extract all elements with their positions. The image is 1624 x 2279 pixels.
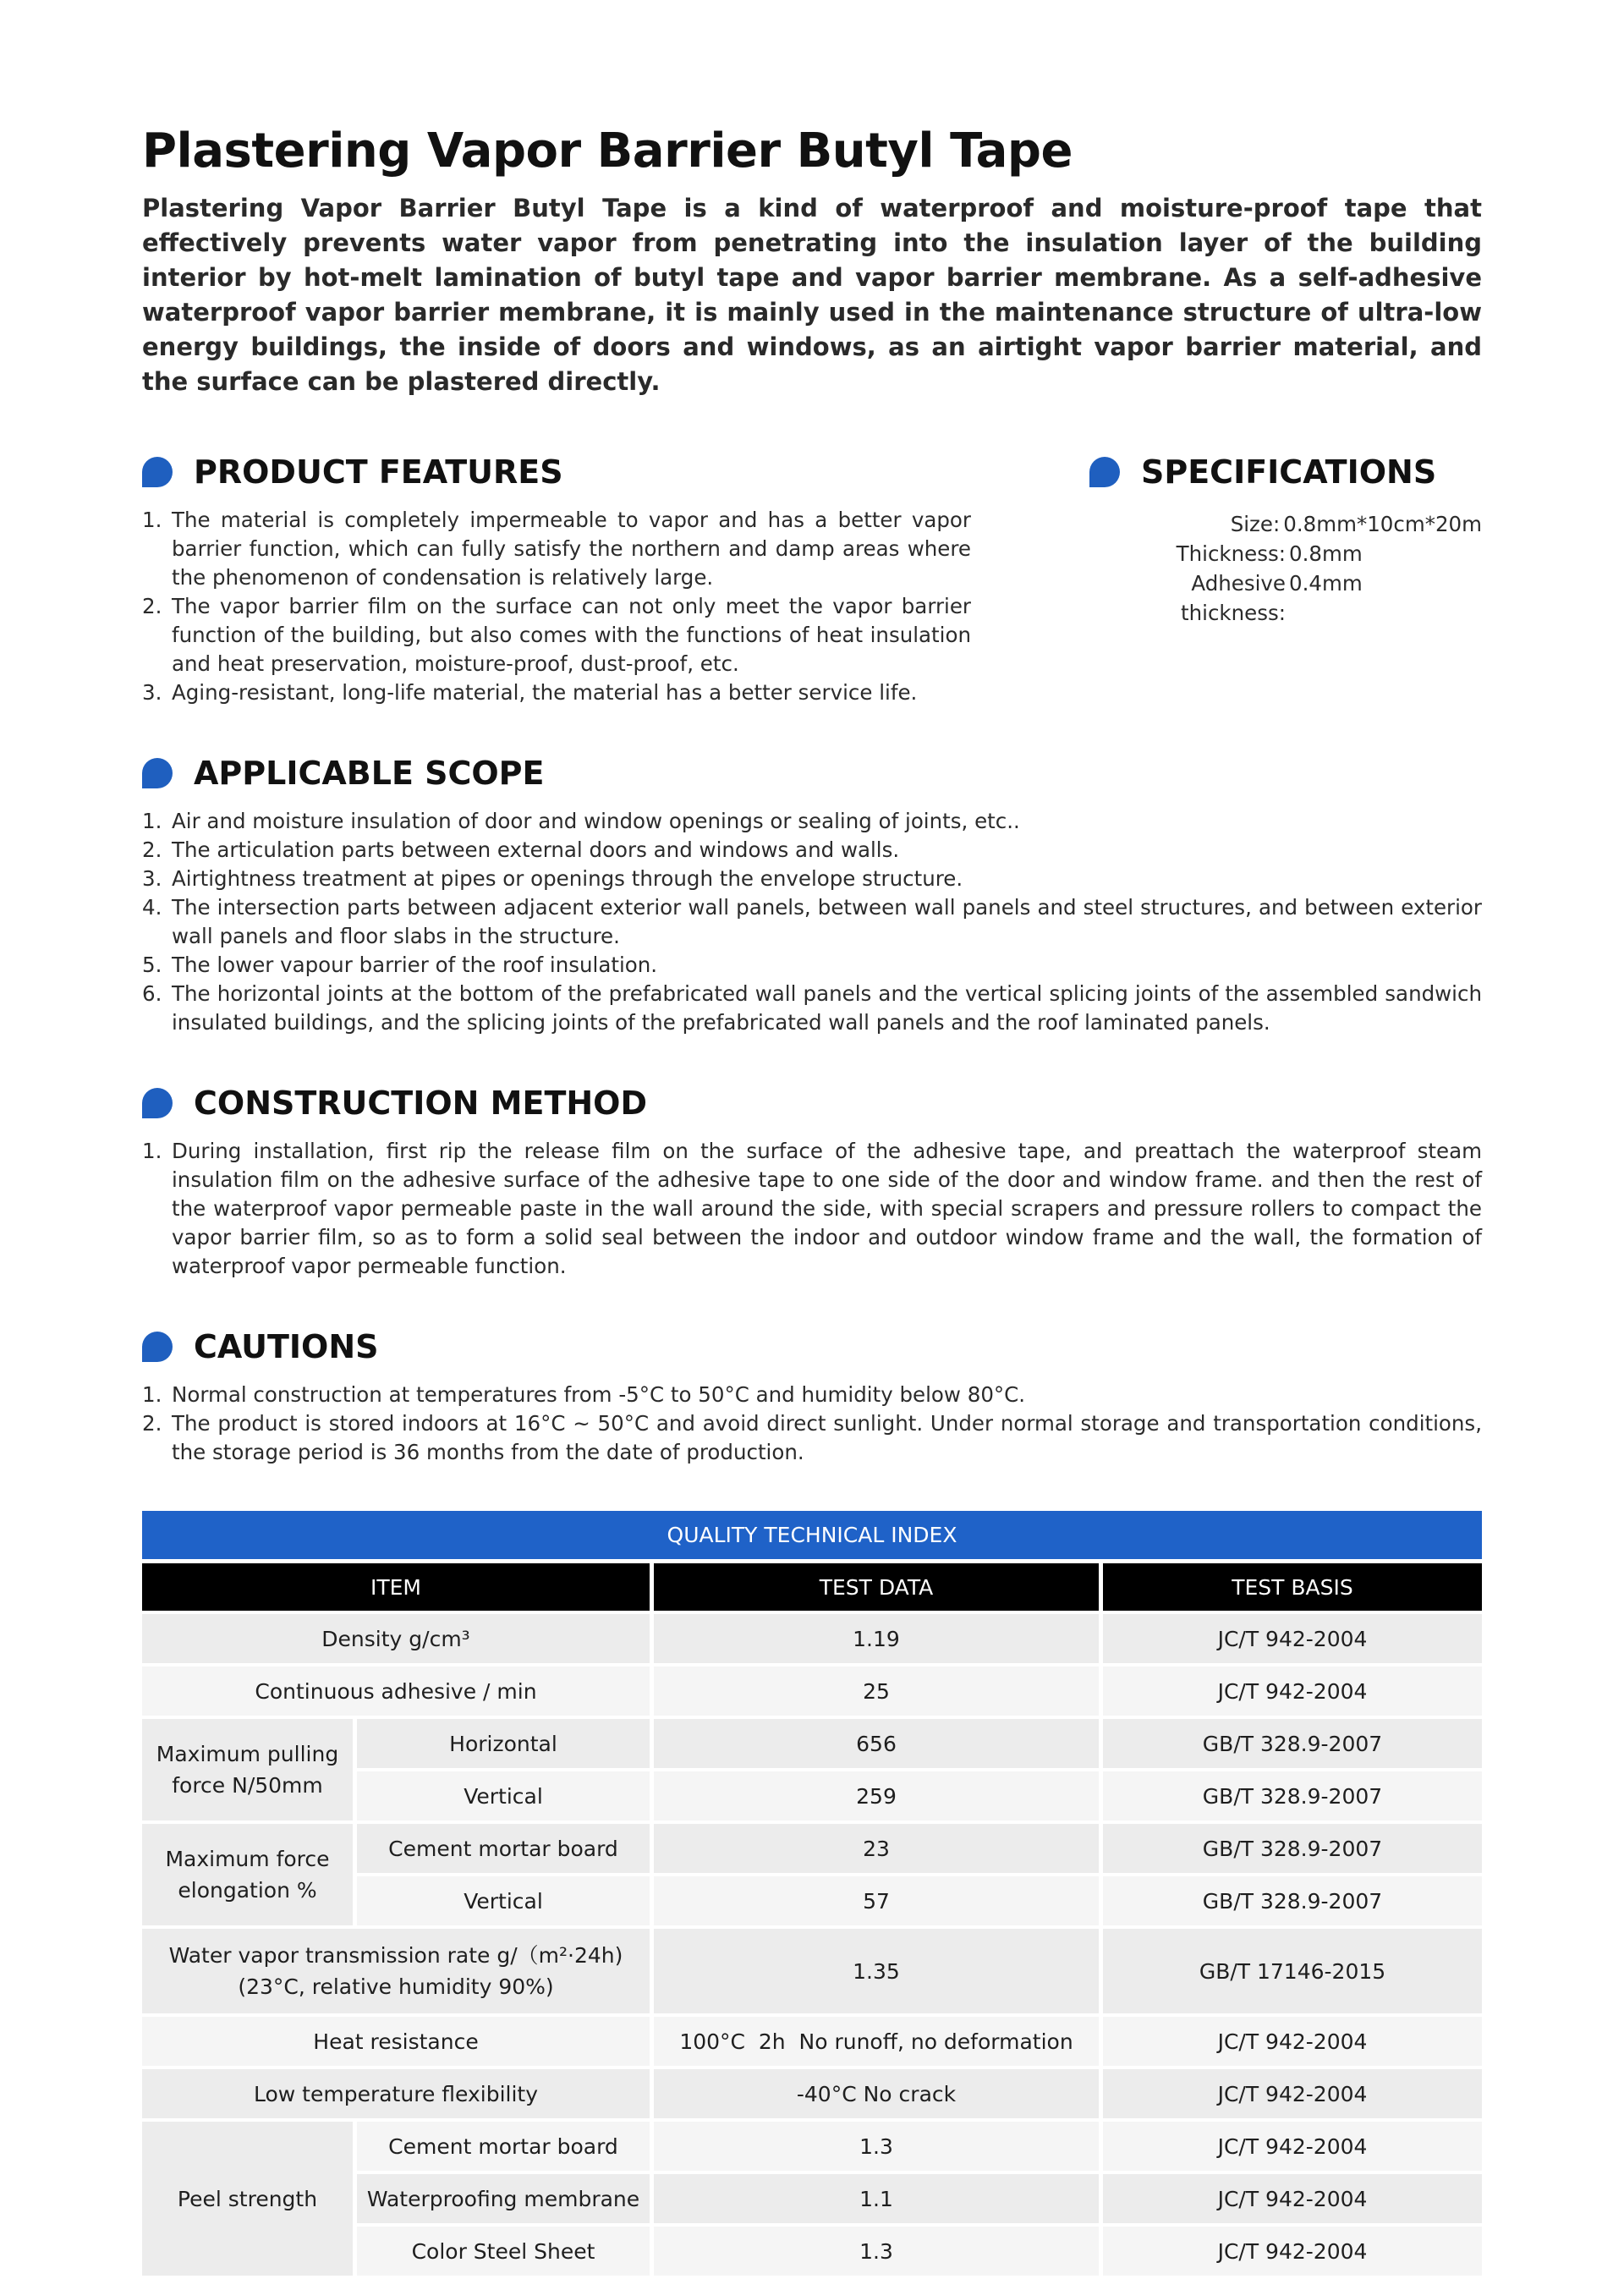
list-item: 1. Normal construction at temperatures from -5°C to 50°C and humidity below 80°C. bbox=[142, 1382, 1026, 1407]
specifications-section bbox=[1089, 448, 1482, 707]
header-test-basis: TEST BASIS bbox=[1103, 1563, 1482, 1611]
table-header-row bbox=[142, 1563, 1482, 1611]
table-row: Peel strength Cement mortar board 1.3 JC/T 942-2004 bbox=[142, 2122, 1482, 2171]
header-item: ITEM bbox=[142, 1563, 654, 1611]
table-row: Waterproofing membrane 1.1 JC/T 942-2004 bbox=[142, 2174, 1482, 2223]
section-title: PRODUCT FEATURES bbox=[194, 453, 563, 491]
document-content bbox=[142, 122, 1482, 2279]
section-bullet-icon bbox=[142, 758, 173, 788]
section-bullet-icon bbox=[142, 457, 173, 487]
table-row: Maximum pulling force N/50mm Horizontal 656 GB/T 328.9-2007 bbox=[142, 1719, 1482, 1768]
spec-size: Size: 0.8mm*10cm*20m bbox=[1230, 512, 1482, 536]
quality-table bbox=[142, 1560, 1482, 2279]
table-row: Continuous adhesive / min 25 JC/T 942-2004 bbox=[142, 1667, 1482, 1716]
section-heading bbox=[142, 750, 1482, 797]
table-row: Vertical 259 GB/T 328.9-2007 bbox=[142, 1771, 1482, 1820]
table-row: Low temperature flexibility -40°C No crack JC/T 942-2004 bbox=[142, 2069, 1482, 2118]
spec-thickness: Thickness: 0.8mm bbox=[1176, 541, 1363, 566]
table-row: Color Steel Sheet 1.3 JC/T 942-2004 bbox=[142, 2227, 1482, 2276]
section-bullet-icon bbox=[142, 1332, 173, 1362]
header-test-data: TEST DATA bbox=[654, 1563, 1103, 1611]
row-group-label: Maximum force elongation % bbox=[142, 1824, 357, 1925]
construction-method-section bbox=[142, 1079, 1482, 1281]
section-heading bbox=[142, 1323, 1482, 1370]
section-title: CAUTIONS bbox=[194, 1328, 379, 1365]
list-item: 2. The articulation parts between external doors and windows and walls. bbox=[142, 837, 900, 862]
section-title: CONSTRUCTION METHOD bbox=[194, 1085, 648, 1122]
table-caption: QUALITY TECHNICAL INDEX bbox=[142, 1511, 1482, 1559]
table-row: Heat resistance 100°C 2h No runoff, no deformation JC/T 942-2004 bbox=[142, 2017, 1482, 2066]
cautions-list bbox=[142, 1381, 1482, 1467]
list-item: 3. Airtightness treatment at pipes or openings through the envelope structure. bbox=[142, 866, 963, 891]
spec-lines bbox=[1089, 509, 1482, 628]
list-item: 2. The vapor barrier film on the surface can not only meet the vapor barrier function of the building, but also comes with the functions of heat insulation and heat preservation, moisture-proof, dust-proof, etc. bbox=[142, 594, 971, 676]
section-heading bbox=[142, 448, 971, 496]
list-item: 5. The lower vapour barrier of the roof insulation. bbox=[142, 953, 658, 977]
features-list bbox=[142, 506, 971, 707]
table-row: Vertical 57 GB/T 328.9-2007 bbox=[142, 1876, 1482, 1925]
construction-list bbox=[142, 1137, 1482, 1281]
section-bullet-icon bbox=[142, 1088, 173, 1118]
section-bullet-icon bbox=[1089, 457, 1120, 487]
applicable-scope-section bbox=[142, 750, 1482, 1037]
list-item: 6. The horizontal joints at the bottom of the prefabricated wall panels and the vertical splicing joints of the assembled sandwich insulated buildings, and the splicing joints of the prefabricated wall panels and the roof laminated panels. bbox=[142, 981, 1482, 1035]
intro-paragraph: Plastering Vapor Barrier Butyl Tape is a kind of waterproof and moisture-proof tape that effectively prevents water vapor from penetrating into the insulation layer of the building interior by hot-melt lamination of butyl tape and vapor barrier membrane. As a self-adhesive waterproof vapor barrier membrane, it is mainly used in the maintenance structure of ultra-low energy buildings, the inside of doors and windows, as an airtight vapor barrier material, and the surface can be plastered directly. bbox=[142, 194, 1482, 396]
list-item: 4. The intersection parts between adjacent exterior wall panels, between wall panels and steel structures, and between exterior wall panels and floor slabs in the structure. bbox=[142, 895, 1482, 948]
section-title: APPLICABLE SCOPE bbox=[194, 755, 545, 792]
list-item: 2. The product is stored indoors at 16°C ~ 50°C and avoid direct sunlight. Under normal storage and transportation conditions, the storage period is 36 months from the date of production. bbox=[142, 1411, 1482, 1464]
row-group-label: Peel strength bbox=[142, 2122, 357, 2276]
section-title: SPECIFICATIONS bbox=[1141, 453, 1437, 491]
table-row: Water vapor transmission rate g/（m²·24h) (23°C, relative humidity 90%) 1.35 GB/T 17146-2015 bbox=[142, 1929, 1482, 2013]
quality-technical-index bbox=[142, 1511, 1482, 2279]
list-item: 1. Air and moisture insulation of door and window openings or sealing of joints, etc.. bbox=[142, 809, 1020, 833]
list-item: 1. During installation, first rip the release film on the surface of the adhesive tape, and preattach the waterproof steam insulation film on the adhesive surface of the adhesive tape to one side of the door and window frame. and then the rest of the waterproof vapor permeable paste in the wall around the side, with special scrapers and pressure rollers to compact the vapor barrier film, so as to form a solid seal between the indoor and outdoor window frame and the wall, the formation of waterproof vapor permeable function. bbox=[142, 1139, 1482, 1278]
product-features-section bbox=[142, 448, 971, 707]
table-row: Maximum force elongation % Cement mortar board 23 GB/T 328.9-2007 bbox=[142, 1824, 1482, 1873]
table-row: Density g/cm³ 1.19 JC/T 942-2004 bbox=[142, 1614, 1482, 1663]
list-item: 3. Aging-resistant, long-life material, the material has a better service life. bbox=[142, 680, 918, 705]
spec-adhesive-thickness: Adhesive thickness: 0.4mm bbox=[1181, 571, 1363, 625]
cautions-section bbox=[142, 1323, 1482, 1467]
list-item: 1. The material is completely impermeable to vapor and has a better vapor barrier function, which can fully satisfy the northern and damp areas where the phenomenon of condensation is relatively large. bbox=[142, 508, 971, 590]
page-title: Plastering Vapor Barrier Butyl Tape bbox=[142, 124, 1073, 178]
section-heading bbox=[1089, 448, 1482, 496]
row-group-label: Maximum pulling force N/50mm bbox=[142, 1719, 357, 1820]
scope-list bbox=[142, 807, 1482, 1037]
features-specs-row bbox=[142, 448, 1482, 707]
section-heading bbox=[142, 1079, 1482, 1127]
